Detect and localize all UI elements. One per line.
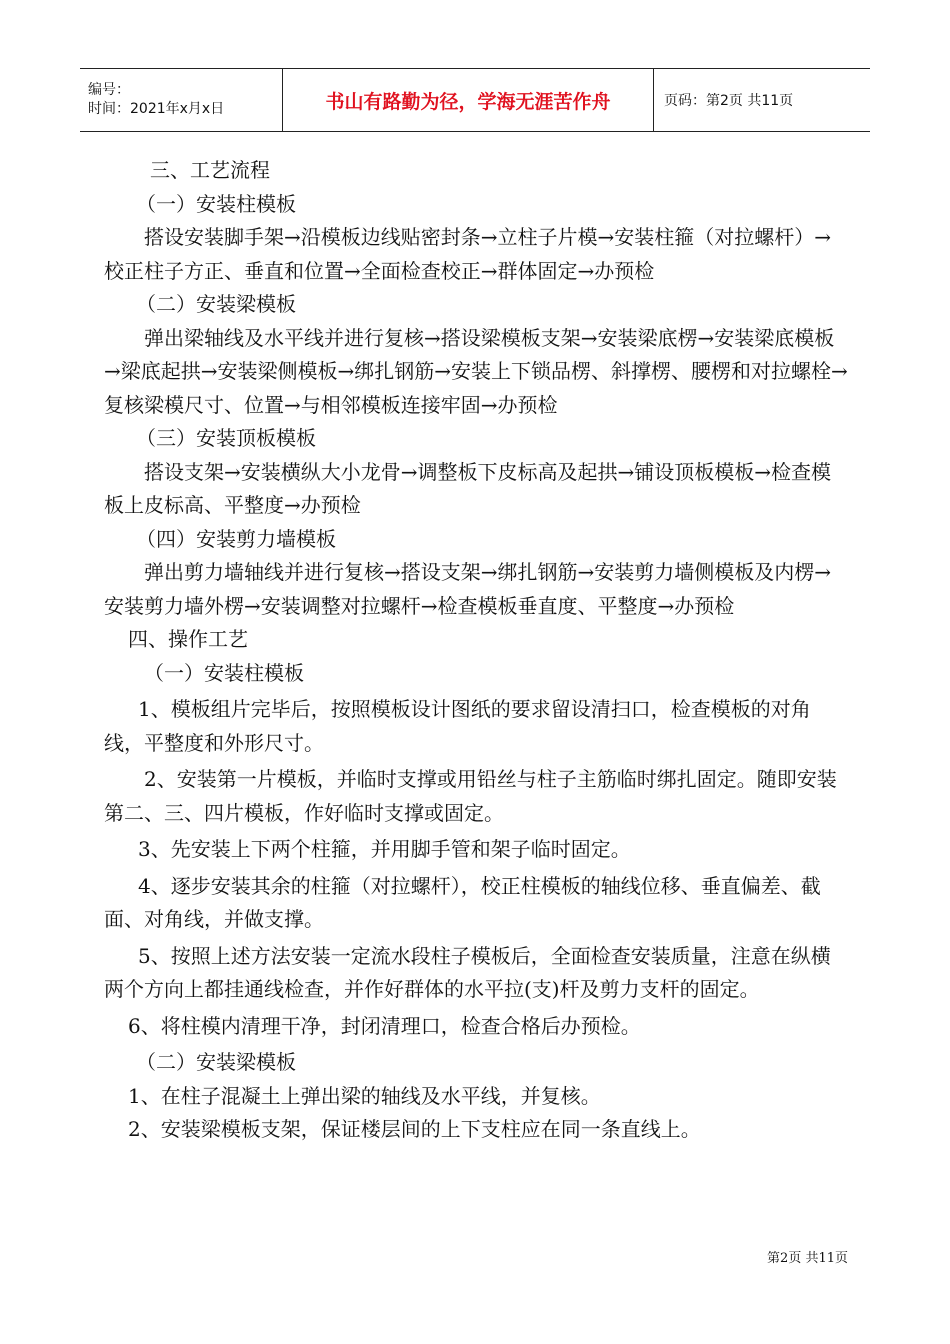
body-paragraph: 弹出剪力墙轴线并进行复核→搭设支架→绑扎钢筋→安装剪力墙侧模板及内楞→安装剪力墙外楞→安装调整对拉螺杆→检查模板垂直度、平整度→办预检 bbox=[104, 560, 832, 618]
subsection-heading: （三）安装顶板模板 bbox=[136, 426, 316, 450]
section-heading: 三、工艺流程 bbox=[150, 158, 270, 182]
body-paragraph: 搭设安装脚手架→沿模板边线贴密封条→立柱子片模→安装柱箍（对拉螺杆）→校正柱子方正、垂直和位置→全面检查校正→群体固定→办预检 bbox=[104, 225, 832, 283]
body-paragraph: 搭设支架→安装横纵大小龙骨→调整板下皮标高及起拱→铺设顶板模板→检查模板上皮标高、平整度→办预检 bbox=[104, 459, 832, 517]
list-item: 1、模板组片完毕后，按照模板设计图纸的要求留设清扫口，检查模板的对角线，平整度和外形尺寸。 bbox=[104, 697, 811, 755]
subsection-heading: （二）安装梁模板 bbox=[136, 1050, 296, 1074]
subsection-heading: （一）安装柱模板 bbox=[144, 660, 304, 685]
document-number-label: 编号： bbox=[88, 82, 130, 98]
list-item: 6、将柱模内清理干净，封闭清理口，检查合格后办预检。 bbox=[128, 1013, 641, 1038]
page-footer: 第2页 共11页 bbox=[767, 1251, 848, 1266]
body-paragraph: 弹出梁轴线及水平线并进行复核→搭设梁模板支架→安装梁底楞→安装梁底模板→梁底起拱→安装梁侧模板→绑扎钢筋→安装上下锁品楞、斜撑楞、腰楞和对拉螺栓→复核梁模尺寸、位置→与相邻模板连接牢固→办预检 bbox=[104, 325, 848, 417]
document-body bbox=[104, 154, 848, 1147]
header-page-number: 页码：第2页 共11页 bbox=[664, 93, 794, 109]
list-item: 1、在柱子混凝土上弹出梁的轴线及水平线，并复核。 bbox=[128, 1083, 601, 1108]
list-item: 2、安装梁模板支架，保证楼层间的上下支柱应在同一条直线上。 bbox=[128, 1117, 701, 1141]
list-item: 2、安装第一片模板，并临时支撑或用铅丝与柱子主筋临时绑扎固定。随即安装第二、三、四片模板，作好临时支撑或固定。 bbox=[104, 767, 837, 825]
section-heading: 四、操作工艺 bbox=[128, 627, 248, 651]
list-item: 5、按照上述方法安装一定流水段柱子模板后，全面检查安装质量，注意在纵横两个方向上都挂通线检查，并作好群体的水平拉(支)杆及剪力支杆的固定。 bbox=[104, 943, 831, 1001]
document-date-label: 时间：2021年x月x日 bbox=[88, 101, 225, 117]
page-header bbox=[80, 68, 870, 132]
subsection-heading: （四）安装剪力墙模板 bbox=[136, 526, 336, 551]
header-meta bbox=[80, 69, 282, 131]
list-item: 3、先安装上下两个柱箍，并用脚手管和架子临时固定。 bbox=[138, 837, 631, 861]
header-motto: 书山有路勤为径，学海无涯苦作舟 bbox=[282, 69, 654, 131]
list-item: 4、逐步安装其余的柱箍（对拉螺杆），校正柱模板的轴线位移、垂直偏差、截面、对角线，并做支撑。 bbox=[104, 873, 821, 931]
subsection-heading: （二）安装梁模板 bbox=[136, 292, 296, 316]
subsection-heading: （一）安装柱模板 bbox=[136, 191, 296, 216]
